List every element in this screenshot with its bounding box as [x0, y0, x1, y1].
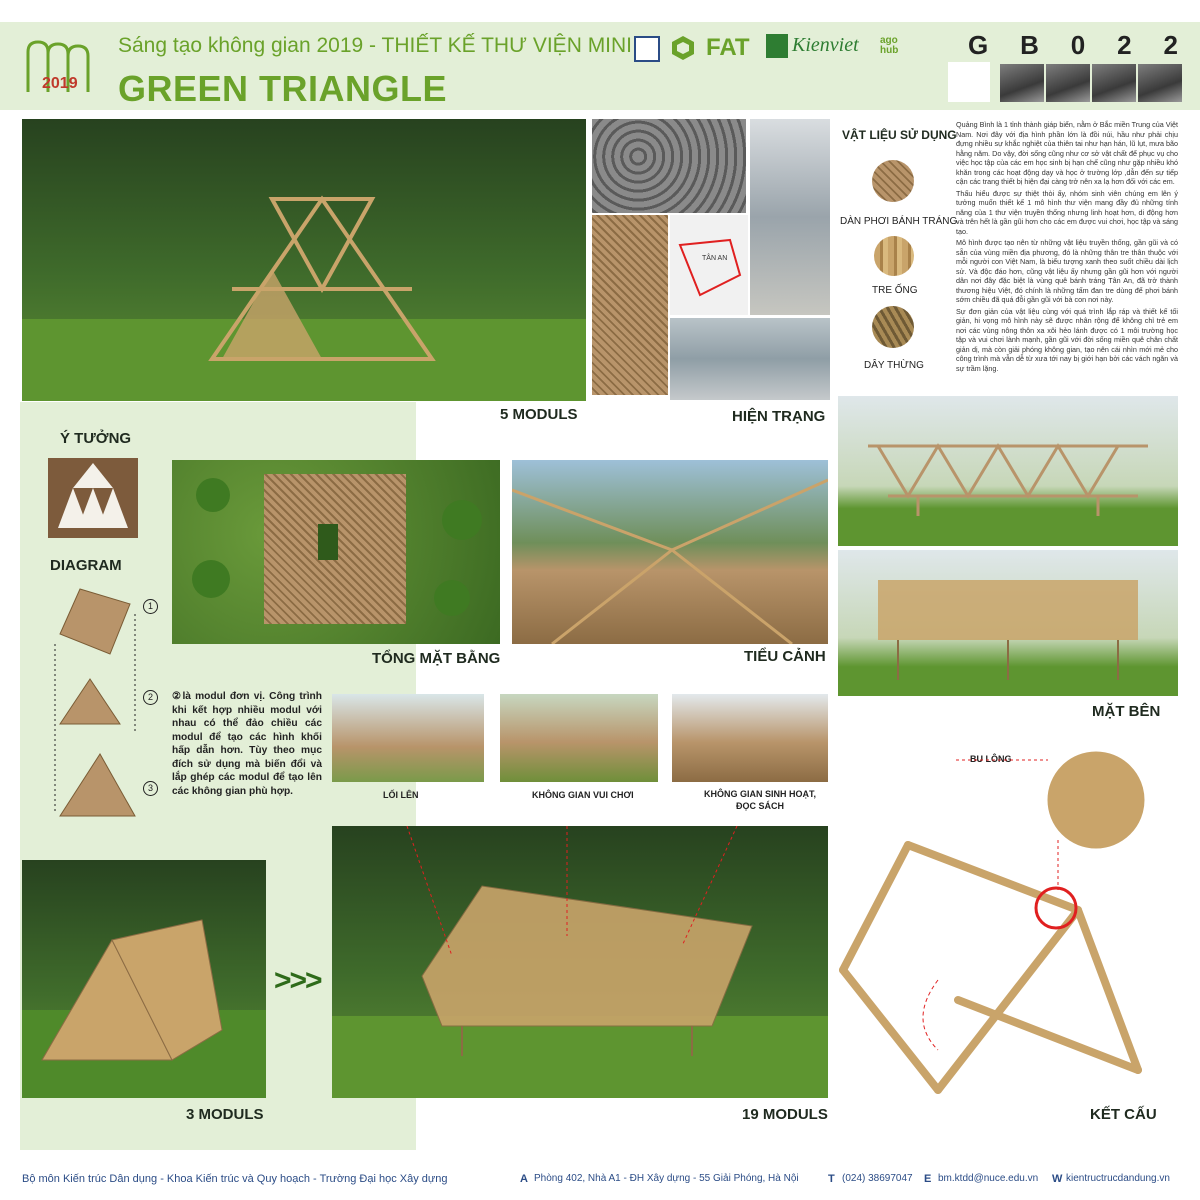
rope-icon — [872, 306, 914, 348]
university-logo-icon — [634, 36, 660, 62]
map-label: TÂN AN — [702, 255, 728, 262]
entry-code — [968, 30, 1178, 61]
rice-paper-rack-icon — [872, 160, 914, 202]
label-nineteen-modules: 19 MODULS — [742, 1106, 828, 1123]
material-name: DÂY THỪNG — [864, 360, 924, 371]
nineteen-modules-render — [332, 826, 828, 1098]
footer-website: kientructrucdandung.vn — [1066, 1173, 1170, 1184]
detail-render-play — [500, 694, 658, 782]
cube-logo-icon — [670, 34, 696, 62]
label-structure: KẾT CẤU — [1090, 1106, 1157, 1123]
site-plan-opening — [318, 524, 338, 560]
material-name: DÀN PHƠI BÁNH TRÁNG — [840, 216, 958, 227]
label-current-state: HIỆN TRẠNG — [732, 408, 826, 425]
label-diagram: DIAGRAM — [50, 557, 122, 574]
code-char: B — [1020, 30, 1039, 60]
code-char: 2 — [1117, 30, 1132, 60]
bamboo-tube-icon — [874, 236, 914, 276]
callout-play-space: KHÔNG GIAN VUI CHƠI — [532, 790, 634, 800]
footer-bar — [0, 1162, 1200, 1200]
callout-entrance: LỐI LÊN — [383, 790, 419, 800]
footer-address: Phòng 402, Nhà A1 - ĐH Xây dựng - 55 Giải Phóng, Hà Nội — [534, 1173, 799, 1184]
callout-living-space: KHÔNG GIAN SINH HOẠT, ĐỌC SÁCH — [703, 789, 816, 811]
structure-diagram — [838, 730, 1182, 1100]
description-paragraph: Sự đơn giản của vật liệu cùng với quá trình lắp ráp và thiết kế tối giản, hi vọng mô hình này sẽ được nhân rộng để không chỉ trẻ em nơi các vùng nông thôn xa xôi hẻo lánh được có 1 môi trường học tập và vui chơi lành mạnh, gần gũi với đời sống miền quê chân chất giản dị, mà còn giải phóng không gian, tạo nên cái nhìn mới mẻ cho công trình mà vẫn dễ từ xưa tới nay bị giới hạn bởi các vách ngăn và sự trầm lặng. — [956, 306, 1178, 373]
footer-phone: (024) 38697047 — [842, 1173, 913, 1184]
footer-website-key: W — [1052, 1173, 1063, 1185]
label-scene: TIỂU CẢNH — [744, 648, 826, 665]
bolt-label: BU LÔNG — [970, 754, 1012, 764]
module-description: ②là modul đơn vị. Công trình khi kết hợp nhiều modul với nhau có thể đảo chiều các modul để tạo các hình khối hấp dẫn hơn. Tùy theo mục đích sử dụng mà biến đổi và lắp ghép các modul để tạo lên các không gian phù hợp. — [172, 691, 322, 797]
project-description — [956, 120, 1178, 373]
label-five-modules: 5 MODULS — [500, 406, 578, 423]
code-char: G — [968, 30, 989, 60]
label-idea: Ý TƯỞNG — [60, 430, 132, 447]
step-number: 1 — [143, 599, 158, 614]
hero-render-five-modules — [22, 119, 586, 401]
footer-email-key: E — [924, 1173, 932, 1185]
team-photo — [1138, 64, 1182, 102]
idea-photo — [48, 458, 138, 538]
team-photo — [1000, 64, 1044, 102]
label-three-modules: 3 MODULS — [186, 1106, 264, 1123]
label-side-elevation: MẶT BÊN — [1092, 703, 1161, 720]
scene-render — [512, 460, 828, 644]
elevation-render — [838, 396, 1178, 546]
step-number: 3 — [143, 781, 158, 796]
tree-icon — [434, 580, 470, 616]
team-photo — [1092, 64, 1136, 102]
location-map — [670, 215, 748, 315]
contest-subtitle: Sáng tạo không gian 2019 - THIẾT KẾ THƯ VIỆN MINI — [118, 34, 633, 57]
description-paragraph: Quảng Bình là 1 tỉnh thành giáp biển, nằm ở Bắc miền Trung của Việt Nam. Nơi đây với địa hình phần lớn là đồi núi, hầu như phải chịu đựng nhiều sự khắc nghiệt của thiên tai như hạn hán, lũ lụt, mưa bão hằng năm. Do vậy, đời sống cũng như cơ sở vật chất để phục vụ cho việc học tập của các em học sinh bị hạn chế cũng như gặp nhiều khó khăn trong các hoạt động dạy và học ở trường lớp ,dẫn đến sự tiếp cận các trang thiết bị hiện đại càng trở nên xa lạ hơn đối với các em. — [956, 120, 1178, 186]
competition-logo — [20, 32, 100, 104]
footer-email: bm.ktdd@nuce.edu.vn — [938, 1173, 1039, 1184]
label-site-plan: TỔNG MẶT BẰNG — [372, 650, 501, 667]
sponsor-kienviet: Kienviet — [792, 34, 859, 56]
tree-icon — [192, 560, 230, 598]
photo-bamboo-mat — [592, 215, 668, 395]
sponsor-agohub: ago hub — [880, 35, 899, 56]
footer-phone-key: T — [828, 1173, 835, 1185]
photo-river-bank — [670, 318, 830, 400]
step-number: 2 — [143, 690, 158, 705]
photo-river — [750, 119, 830, 315]
side-elevation-render — [838, 550, 1178, 696]
footer-department: Bộ môn Kiến trúc Dân dụng - Khoa Kiến trúc và Quy hoạch - Trường Đại học Xây dựng — [22, 1173, 448, 1185]
materials-title: VẬT LIỆU SỬ DỤNG — [842, 128, 957, 142]
tree-icon — [442, 500, 482, 540]
team-photo — [1046, 64, 1090, 102]
detail-render-entrance — [332, 694, 484, 782]
site-plan-render — [172, 460, 500, 644]
code-char: 0 — [1070, 30, 1086, 60]
description-paragraph: Thấu hiểu được sự thiệt thòi ấy, nhóm sinh viên chúng em lên ý tưởng muốn thiết kế 1 mô hình thư viện mang đầy đủ những tính năng của 1 thư viện truyền thống nhưng linh hoạt hơn, di động hơn và trên hết là gần gũi hơn cho các em được vui chơi, học tập và sáng tạo. — [956, 188, 1178, 236]
module-diagram — [50, 584, 140, 824]
detail-render-living — [672, 694, 828, 782]
project-title: GREEN TRIANGLE — [118, 68, 448, 109]
blank-box — [948, 62, 990, 102]
footer-address-key: A — [520, 1173, 528, 1185]
logo-year: 2019 — [42, 75, 78, 92]
callout-leader-lines — [332, 826, 828, 1098]
tree-icon — [196, 478, 230, 512]
arrows-indicator: >>> — [274, 964, 321, 997]
three-modules-render — [22, 860, 266, 1098]
sponsor-fat: FAT — [706, 34, 750, 61]
material-name: TRE ỐNG — [872, 285, 918, 296]
description-paragraph: Mô hình được tạo nên từ những vật liệu truyền thống, gần gũi và có sẵn của vùng miền địa phương, đó là những thân tre thân thuộc với mỗi người con Việt Nam, là biểu tượng xanh theo suốt chiều dài lịch sử. Và độc đáo hơn, cũng vật liệu ấy nhưng gần gũi hơn với người dân nơi đây đặc biệt là vùng quê bánh tráng Tân An, đã trở thành thương hiệu Việt, đó chính là những tấm đan tre dùng để phơi bánh sớm chiều đã quá đỗi gần gũi với bà con nơi này. — [956, 238, 1178, 304]
kienviet-logo-icon — [766, 34, 788, 58]
code-char: 2 — [1163, 30, 1178, 60]
photo-rice-paper — [592, 119, 746, 213]
